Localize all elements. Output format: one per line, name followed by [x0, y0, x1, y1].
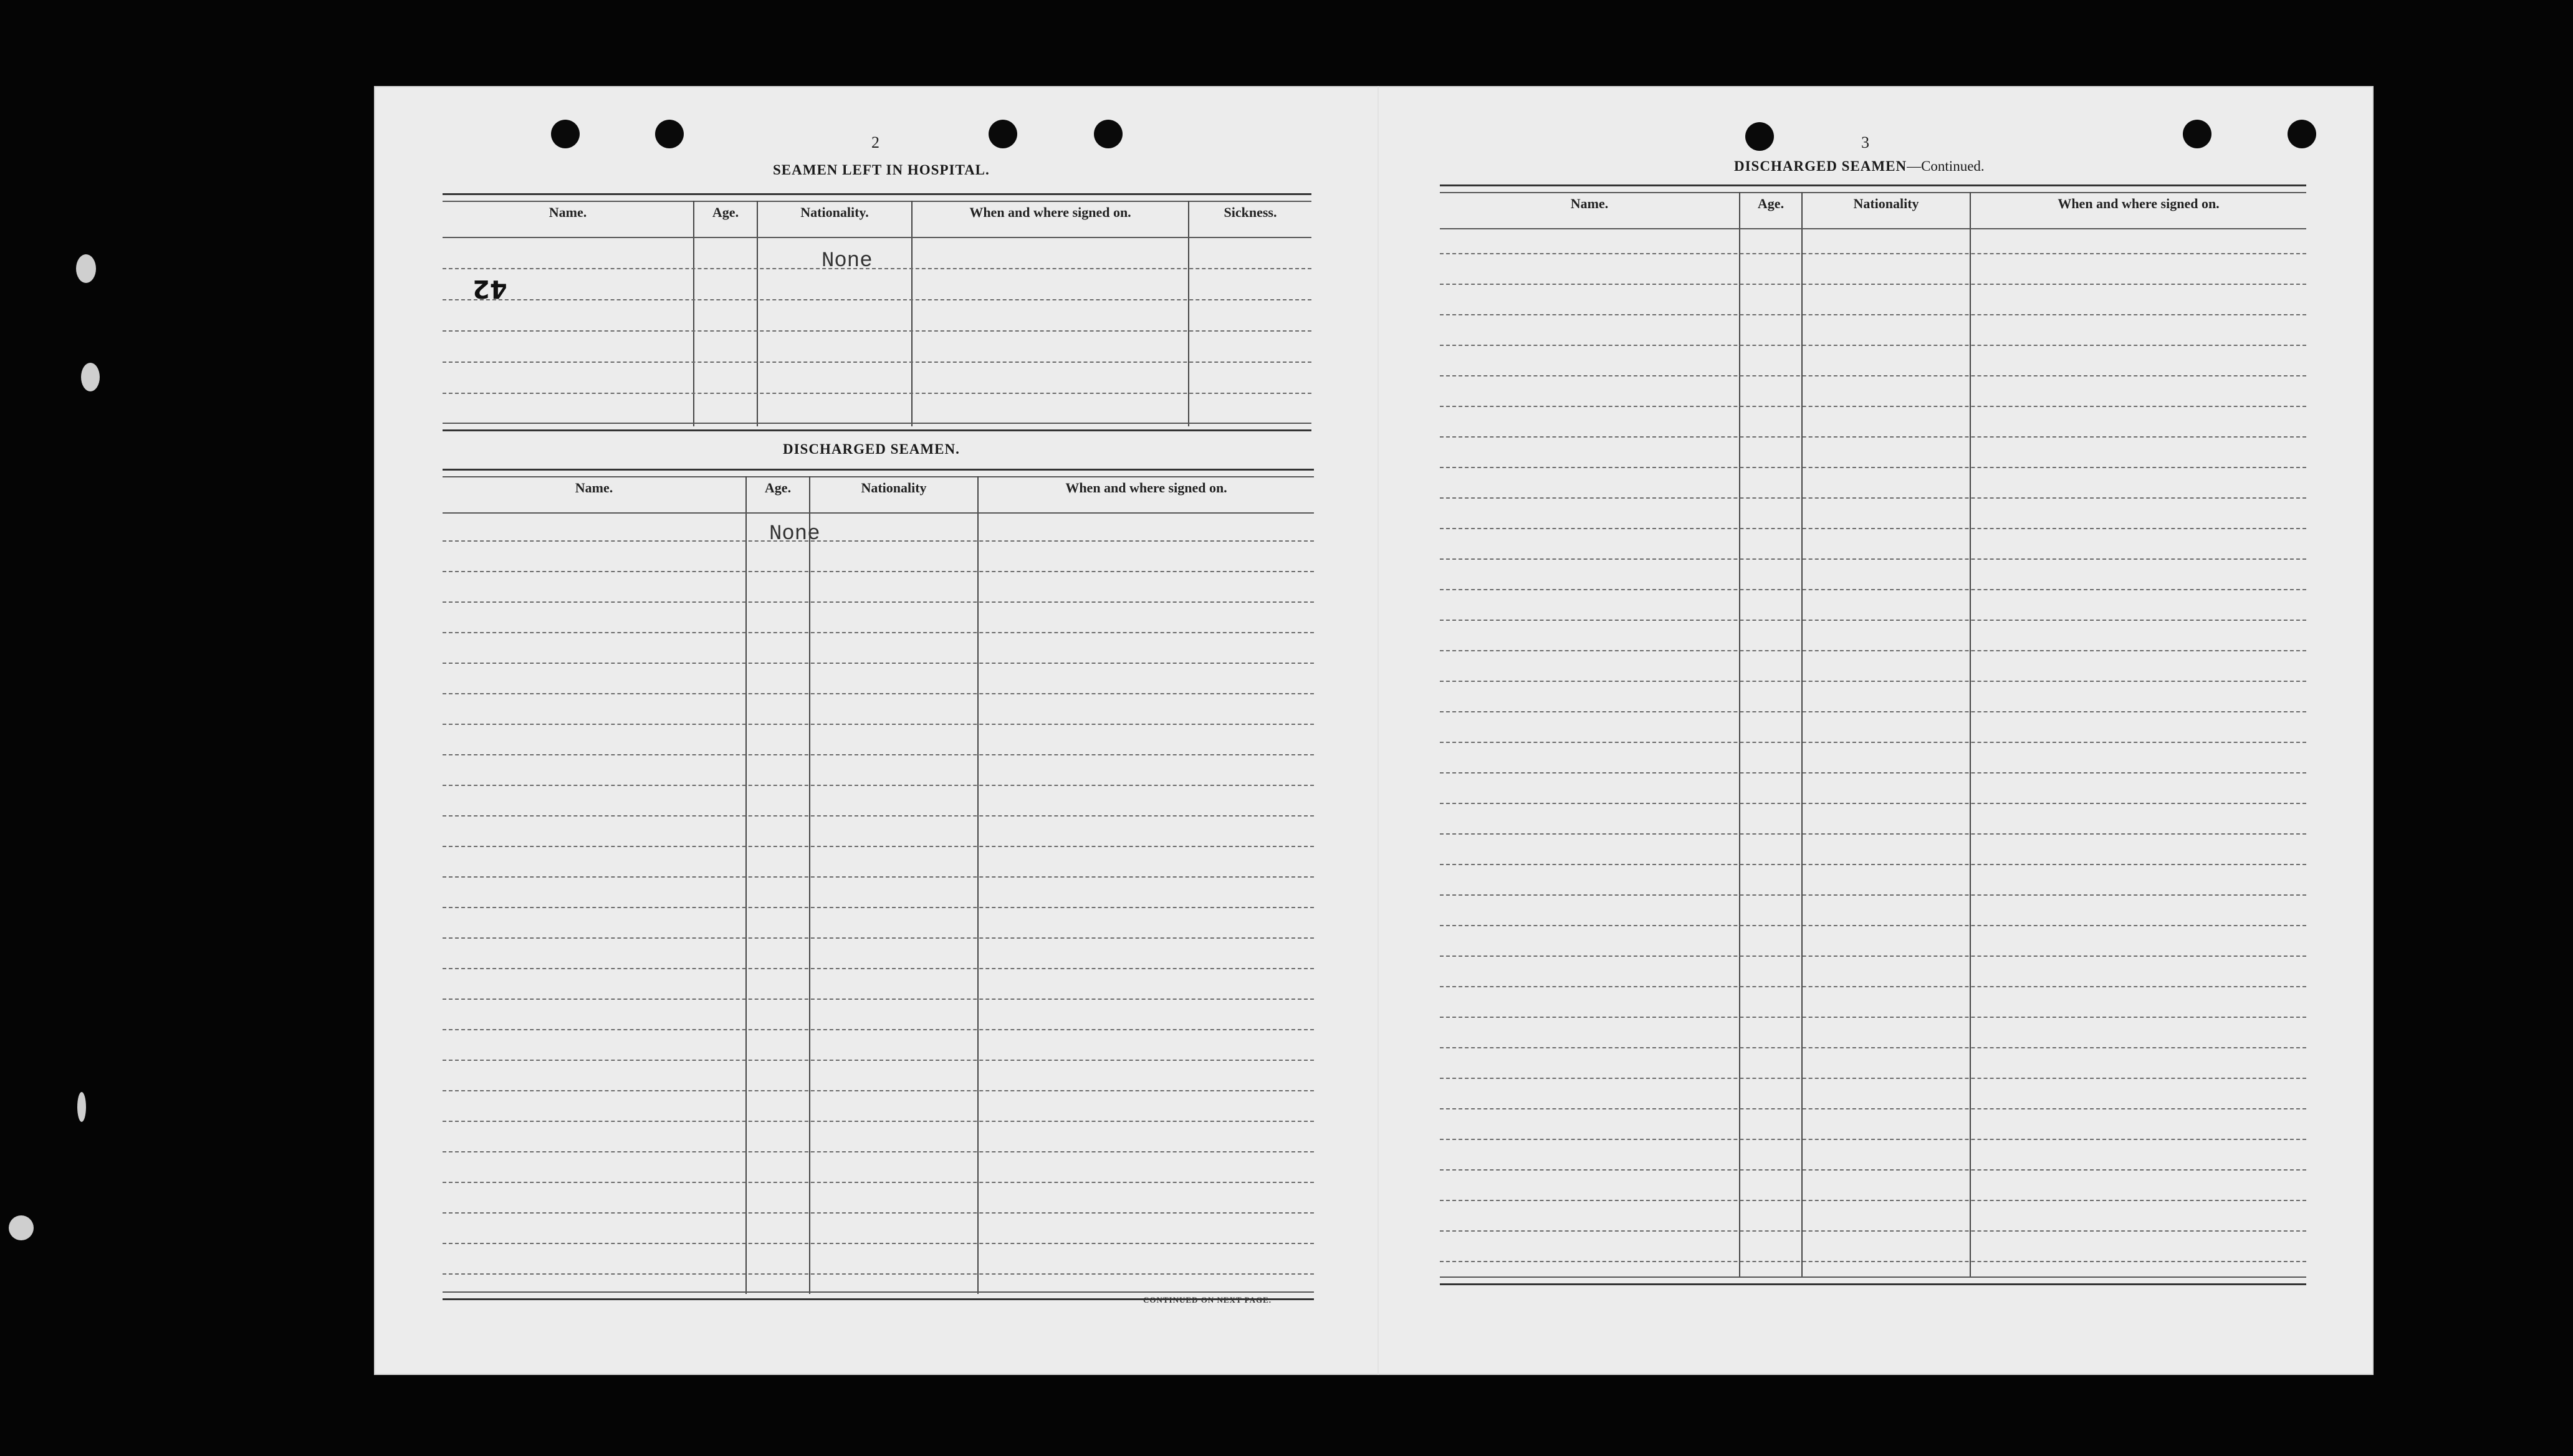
col-header-age: Age.	[712, 204, 739, 220]
col-header-name: Name.	[575, 480, 613, 496]
col-header-signed-on: When and where signed on.	[969, 204, 1131, 220]
scan-artifact	[76, 254, 96, 283]
col-header-nationality: Nationality	[1853, 196, 1919, 211]
ledger-sheet	[374, 86, 2374, 1375]
scan-artifact	[81, 363, 100, 391]
col-header-nationality: Nationality.	[800, 204, 869, 220]
col-header-age: Age.	[764, 480, 792, 496]
col-header-name: Name.	[1570, 196, 1609, 211]
punch-hole	[655, 120, 684, 148]
discharged-section-title: DISCHARGED SEAMEN.	[783, 441, 960, 457]
hospital-section-title: SEAMEN LEFT IN HOSPITAL.	[773, 162, 990, 178]
title-suffix: —Continued.	[1907, 158, 1985, 174]
punch-hole	[2288, 120, 2316, 148]
handwritten-mark: 42	[472, 274, 507, 303]
discharged-table-right	[1440, 184, 2306, 1376]
scan-artifact	[9, 1215, 34, 1240]
discharged-table-left	[443, 469, 1314, 1370]
col-header-nationality: Nationality	[861, 480, 927, 496]
col-header-age: Age.	[1757, 196, 1785, 211]
col-header-signed-on: When and where signed on.	[1065, 480, 1227, 496]
punch-hole	[1094, 120, 1123, 148]
punch-hole	[551, 120, 580, 148]
col-header-sickness: Sickness.	[1224, 204, 1277, 220]
discharged-continued-title	[1734, 158, 1985, 175]
col-header-signed-on: When and where signed on.	[2058, 196, 2220, 211]
page-number-right: 3	[1861, 133, 1869, 151]
continued-note: CONTINUED ON NEXT PAGE.	[1143, 1295, 1272, 1305]
discharged-entry: None	[769, 522, 820, 546]
punch-hole	[2183, 120, 2211, 148]
scan-artifact	[77, 1092, 86, 1122]
title-main: DISCHARGED SEAMEN	[1734, 158, 1907, 174]
page-number-left: 2	[871, 133, 879, 151]
hospital-table	[443, 193, 1311, 434]
punch-hole	[989, 120, 1017, 148]
punch-hole	[1745, 122, 1774, 151]
page-fold	[1378, 86, 1379, 1375]
col-header-name: Name.	[549, 204, 587, 220]
hospital-entry: None	[822, 249, 873, 273]
